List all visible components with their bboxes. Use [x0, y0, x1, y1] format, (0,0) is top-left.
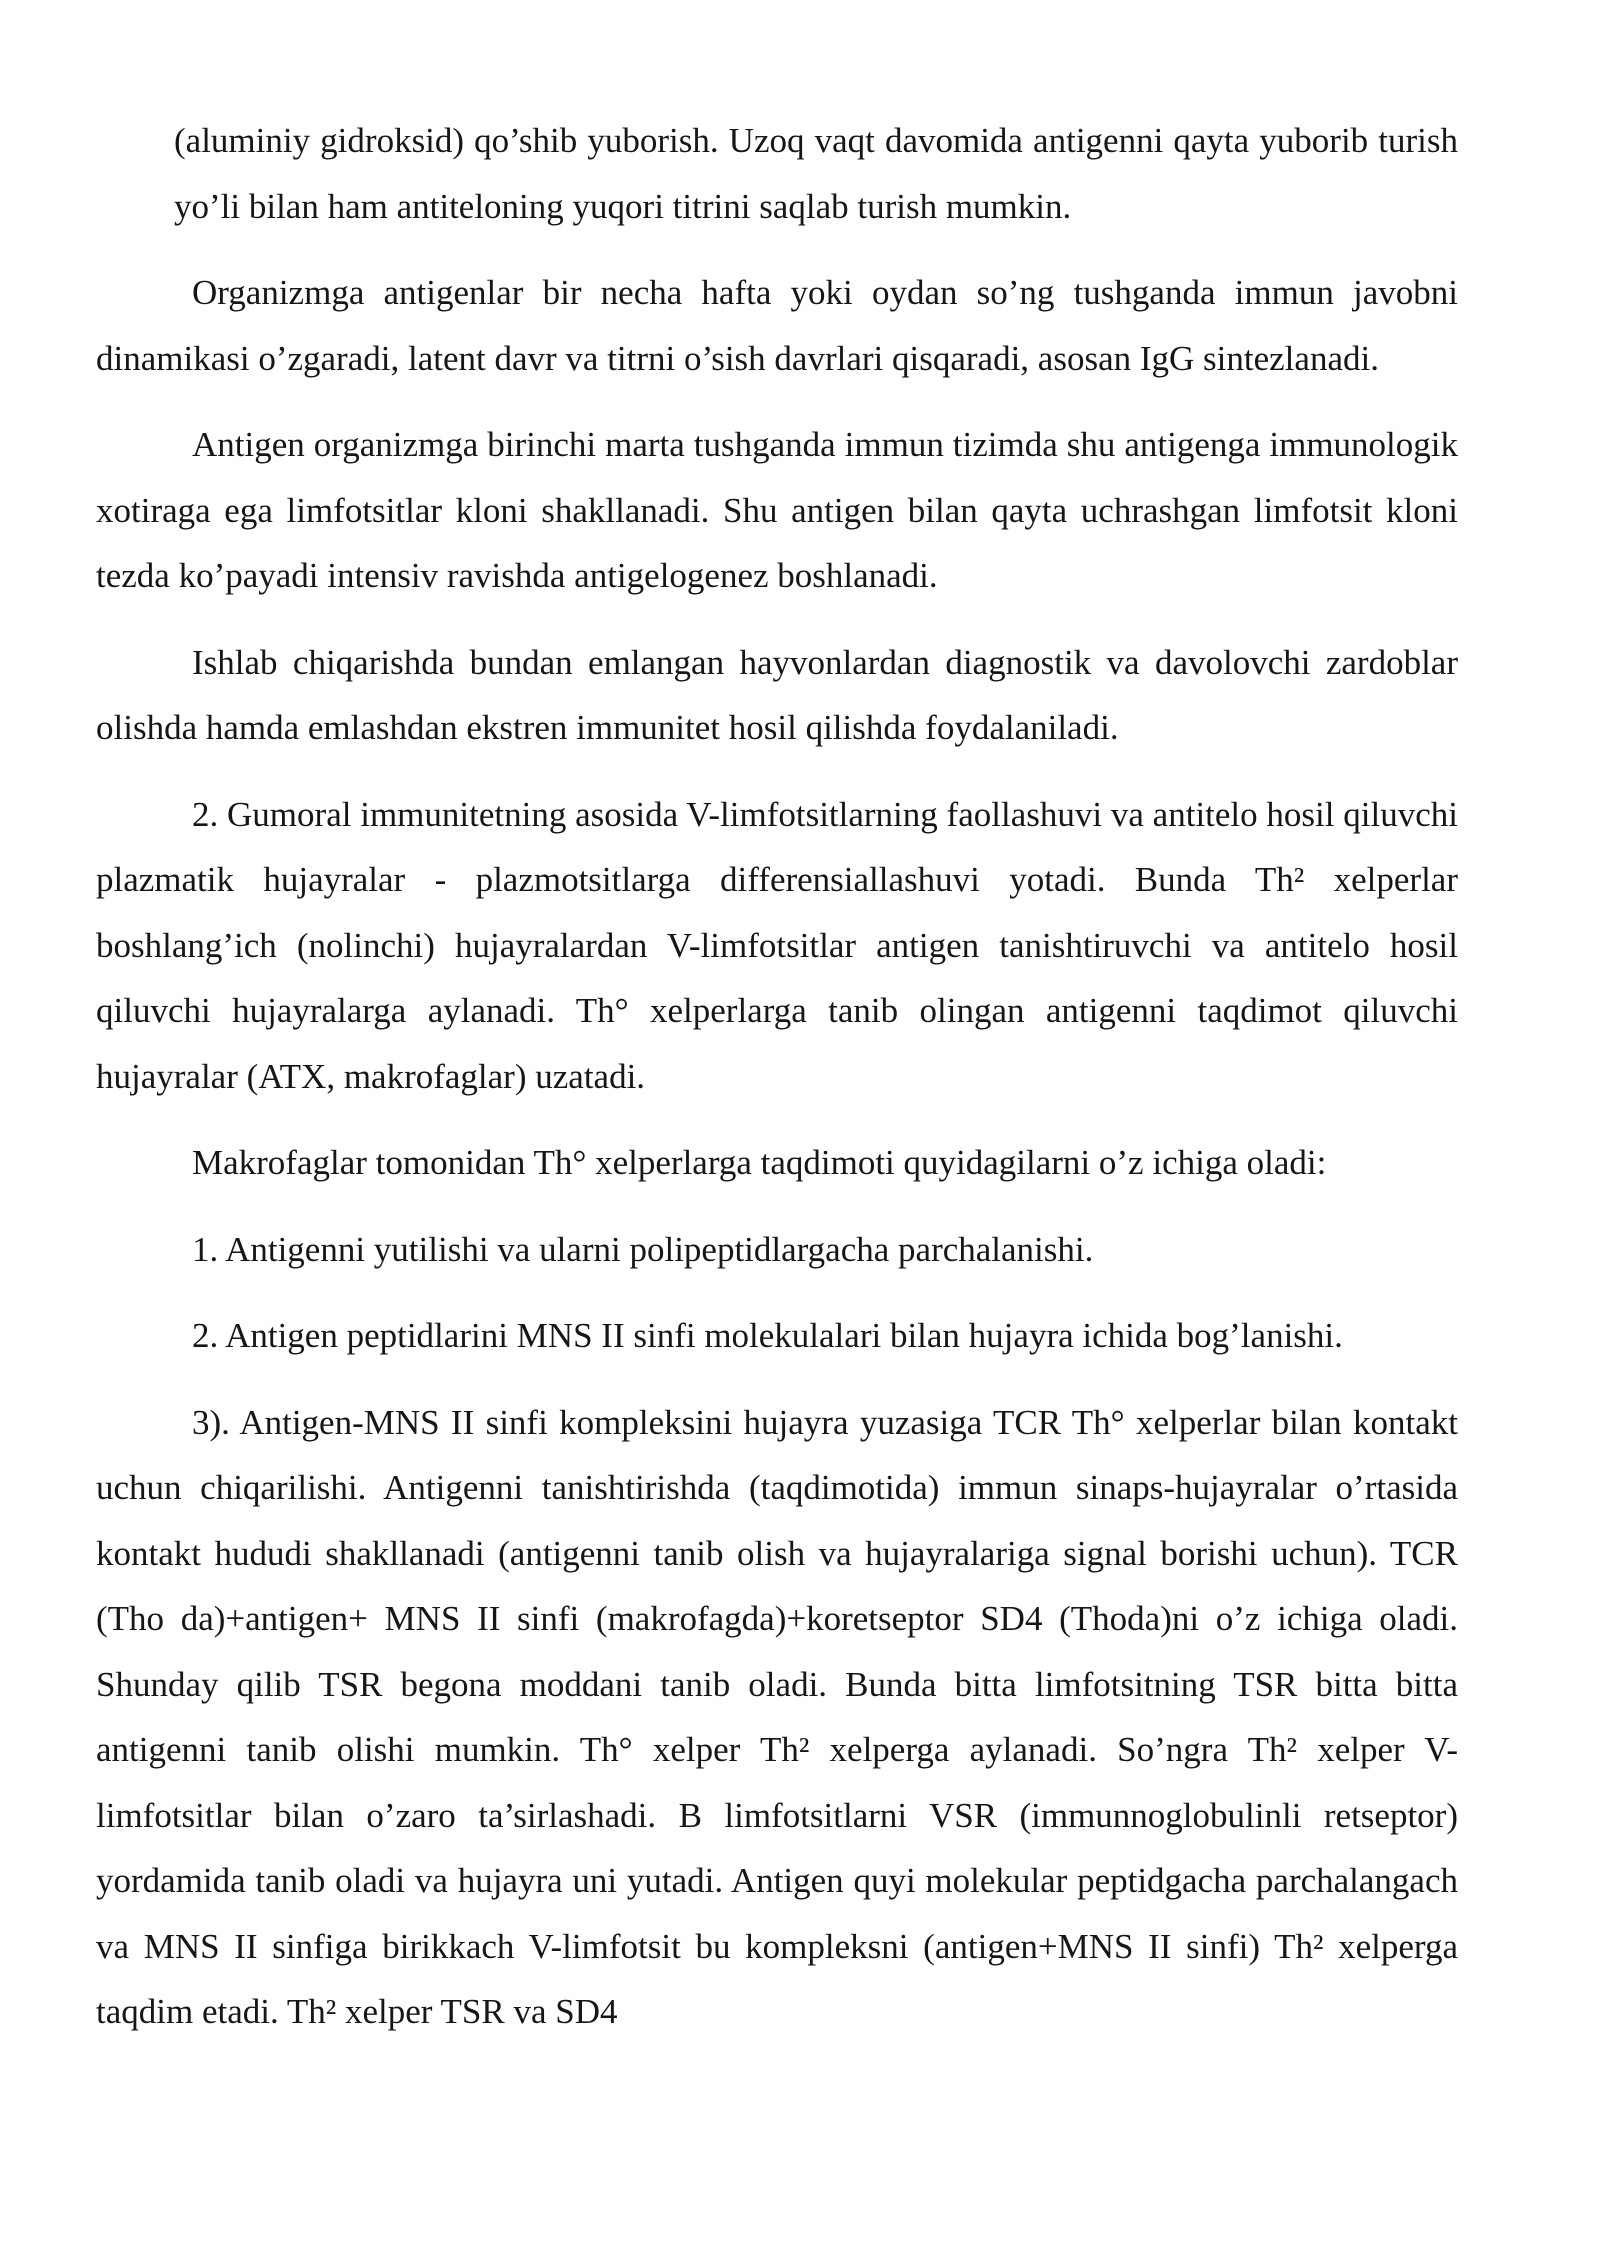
paragraph-continuation: (aluminiy gidroksid) qo’shib yuborish. Uzoq vaqt davomida antigenni qayta yuborib turish yo’li bilan ham antiteloning yuqori titrini saqlab turish mumkin.: [174, 121, 1458, 226]
list-item-1: 1. Antigenni yutilishi va ularni polipeptidlargacha parchalanishi.: [192, 1229, 1094, 1269]
list-item-3: 3). Antigen-MNS II sinfi kompleksini hujayra yuzasiga TCR Th° xelperlar bilan kontakt uchun chiqarilishi. Antigenni tanishtirishda (taqdimotida) immun sinaps-hujayralar o’rtasida kontakt hududi shakllanadi (antigenni tanib olish va hujayralariga signal borishi uchun). TCR (Tho da)+antigen+ MNS II sinfi (makrofagda)+koretseptor SD4 (Thoda)ni o’z ichiga oladi. Shunday qilib TSR begona moddani tanib oladi. Bunda bitta limfotsitning TSR bitta bitta antigenni tanib olishi mumkin. Th° xelper Th² xelperga aylanadi. So’ngra Th² xelper V-limfotsitlar bilan o’zaro ta’sirlashadi. B limfotsitlarni VSR (immunnoglobulinli retseptor) yordamida tanib oladi va hujayra uni yutadi. Antigen quyi molekular peptidgacha parchalangach va MNS II sinfiga birikkach V-limfotsit bu kompleksni (antigen+MNS II sinfi) Th² xelperga taqdim etadi. Th² xelper TSR va SD4: [96, 1402, 1458, 2031]
paragraph-immune-dynamics: Organizmga antigenlar bir necha hafta yoki oydan so’ng tushganda immun javobni dinamikasi o’zgaradi, latent davr va titrni o’sish davrlari qisqaradi, asosan IgG sintezlanadi.: [96, 273, 1458, 378]
body-text: [96, 108, 1458, 2066]
paragraph-macrophage-presentation: Makrofaglar tomonidan Th° xelperlarga taqdimoti quyidagilarni o’z ichiga oladi:: [192, 1143, 1327, 1182]
paragraph-humoral-immunity: 2. Gumoral immunitetning asosida V-limfotsitlarning faollashuvi va antitelo hosil qiluvchi plazmatik hujayralar - plazmotsitlarga differensiallashuvi yotadi. Bunda Th² xelperlar boshlang’ich (nolinchi) hujayralardan V-limfotsitlar antigen tanishtiruvchi va antitelo hosil qiluvchi hujayralarga aylanadi. Th° xelperlarga tanib olingan antigenni taqdimot qiluvchi hujayralar (ATX, makrofaglar) uzatadi.: [96, 794, 1458, 1096]
list-item-2: 2. Antigen peptidlarini MNS II sinfi molekulalari bilan hujayra ichida bog’lanishi.: [192, 1316, 1343, 1355]
paragraph-production-use: Ishlab chiqarishda bundan emlangan hayvonlardan diagnostik va davolovchi zardoblar olishda hamda emlashdan ekstren immunitet hosil qilishda foydalaniladi.: [96, 642, 1458, 747]
paragraph-immunologic-memory: Antigen organizmga birinchi marta tushganda immun tizimda shu antigenga immunologik xotiraga ega limfotsitlar kloni shakllanadi. Shu antigen bilan qayta uchrashgan limfotsit kloni tezda ko’payadi intensiv ravishda antigelogenez boshlanadi.: [96, 425, 1458, 595]
